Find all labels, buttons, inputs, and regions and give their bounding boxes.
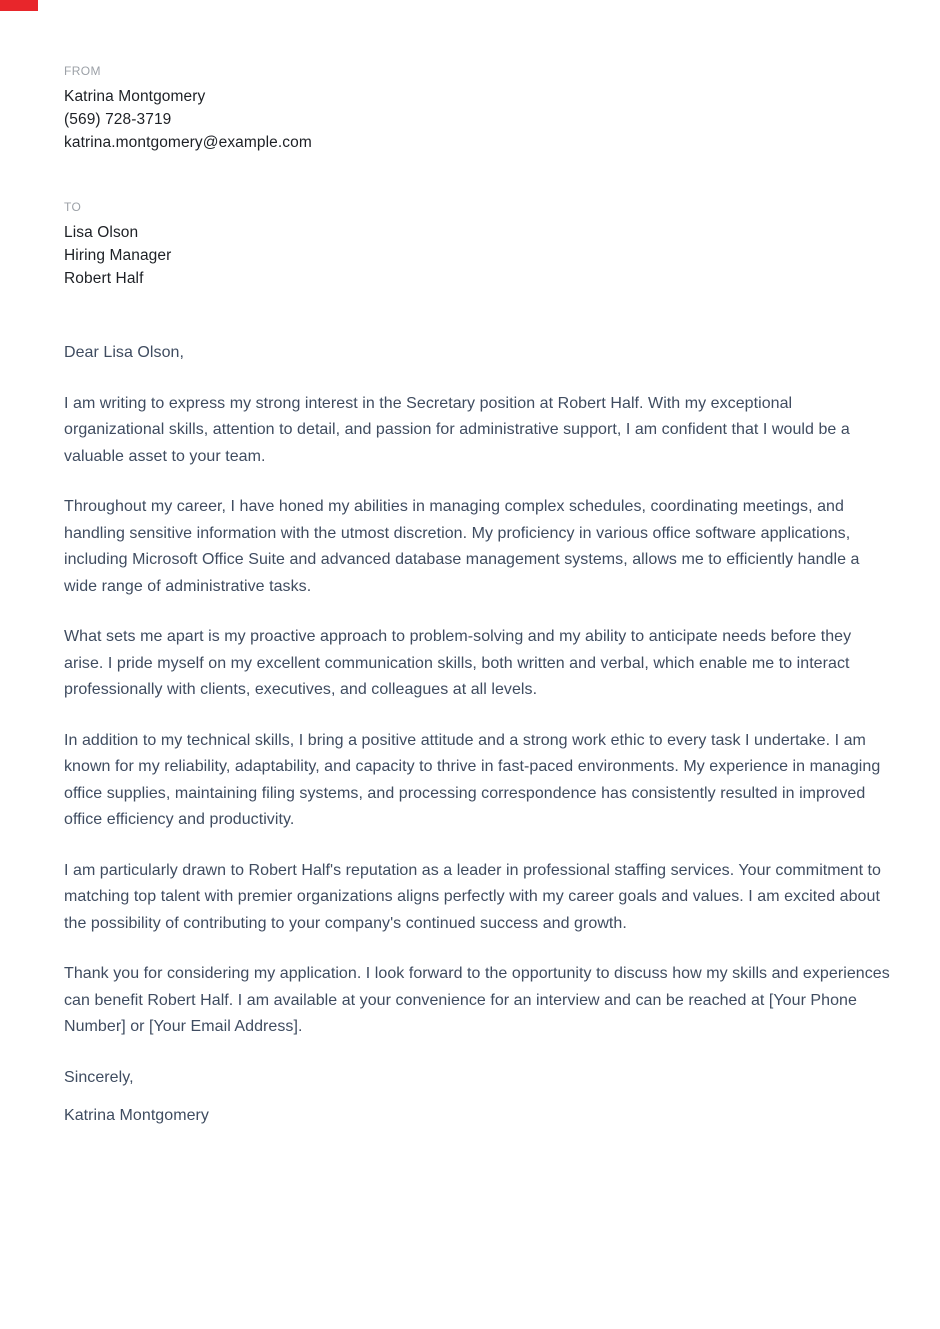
recipient-company: Robert Half — [64, 270, 144, 287]
salutation: Dear Lisa Olson, — [64, 344, 184, 361]
body-paragraph-4: In addition to my technical skills, I bring a positive attitude and a strong work ethic to every task I undertake. I am known for my reliability, adaptability, and capacity to thrive in fast-paced environments. My experience in managing office supplies, maintaining filing systems, and processing correspondence has consistently resulted in improved office efficiency and productivity. — [64, 731, 881, 828]
letter-body — [64, 340, 894, 1130]
body-paragraph-6: Thank you for considering my application. I look forward to the opportunity to discuss how my skills and experiences can benefit Robert Half. I am available at your convenience for an interview and can be reached at [Your Phone Number] or [Your Email Address]. — [64, 965, 890, 1035]
from-section — [64, 64, 894, 154]
body-paragraph-1: I am writing to express my strong interest in the Secretary position at Robert Half. With my exceptional organizational skills, attention to detail, and passion for administrative support, I am confident that I would be a valuable asset to your team. — [64, 394, 850, 465]
to-section — [64, 200, 894, 290]
body-paragraph-2: Throughout my career, I have honed my abilities in managing complex schedules, coordinating meetings, and handling sensitive information with the utmost discretion. My proficiency in various office software applications, including Microsoft Office Suite and advanced database management systems, allows me to efficiently handle a wide range of administrative tasks. — [64, 498, 860, 595]
body-paragraph-3: What sets me apart is my proactive approach to problem-solving and my ability to anticipate needs before they arise. I pride myself on my excellent communication skills, both written and verbal, which enable me to interact professionally with clients, executives, and colleagues at all levels. — [64, 628, 852, 698]
sender-phone: (569) 728-3719 — [64, 111, 172, 128]
recipient-title: Hiring Manager — [64, 247, 172, 264]
top-left-red-bar — [0, 0, 38, 11]
sender-email: katrina.montgomery@example.com — [64, 134, 312, 151]
to-label: TO — [64, 200, 82, 214]
body-paragraph-5: I am particularly drawn to Robert Half's reputation as a leader in professional staffing services. Your commitment to matching top talent with premier organizations aligns perfectly with my career goals and values. I am excited about the possibility of contributing to your company's continued success and growth. — [64, 861, 881, 932]
recipient-name: Lisa Olson — [64, 224, 139, 241]
from-label: FROM — [64, 64, 101, 78]
letter-content — [64, 64, 894, 1130]
sender-name: Katrina Montgomery — [64, 88, 206, 105]
closing: Sincerely, — [64, 1068, 134, 1086]
signature-name: Katrina Montgomery — [64, 1107, 209, 1124]
